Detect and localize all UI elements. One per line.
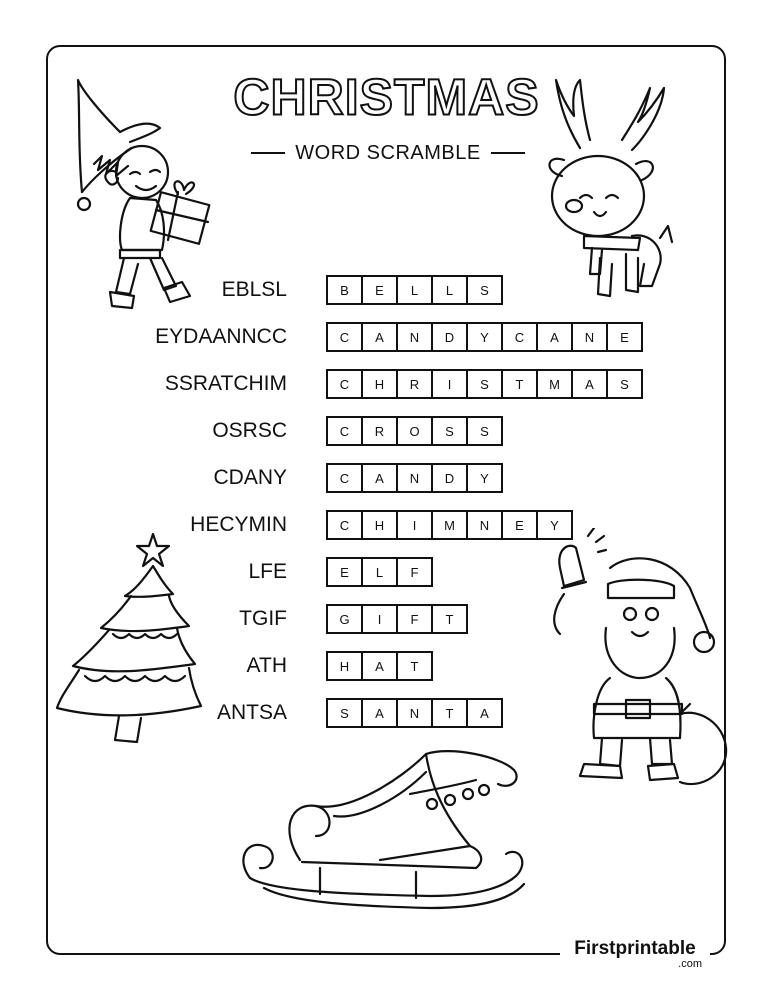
letter-cell: S	[433, 418, 468, 444]
scrambled-word: TGIF	[239, 607, 287, 630]
scrambled-word: ANTSA	[216, 701, 287, 724]
letter-cell: E	[620, 329, 629, 345]
subtitle-text: WORD SCRAMBLE	[295, 141, 481, 164]
letter-cell: T	[433, 700, 468, 726]
letter-cell: R	[363, 418, 398, 444]
scramble-row	[0, 463, 773, 493]
letter-cell: E	[503, 512, 538, 538]
scramble-row	[0, 369, 773, 399]
scrambled-word: CDANY	[213, 466, 287, 489]
letter-cell: T	[503, 371, 538, 397]
letter-cell: Y	[480, 470, 489, 486]
letter-cell: A	[363, 700, 398, 726]
letter-cell: A	[538, 324, 573, 350]
scrambled-word: EBLSL	[221, 278, 287, 301]
scrambled-word: SSRATCHIM	[164, 372, 287, 395]
letter-cell: S	[480, 282, 489, 298]
letter-cell: T	[445, 611, 454, 627]
letter-cell: E	[328, 559, 363, 585]
letter-cell: C	[328, 371, 363, 397]
letter-cell: R	[398, 371, 433, 397]
scramble-row	[0, 510, 773, 540]
scramble-row	[0, 698, 773, 728]
letter-cell: I	[398, 512, 433, 538]
scramble-row	[0, 557, 773, 587]
letter-cell: S	[328, 700, 363, 726]
letter-cell: L	[433, 277, 468, 303]
letter-cell: E	[363, 277, 398, 303]
letter-cell: F	[398, 606, 433, 632]
letter-cell: Y	[550, 517, 559, 533]
divider-line	[251, 152, 285, 154]
letter-cell: L	[363, 559, 398, 585]
letter-cell: M	[433, 512, 468, 538]
sleigh-icon	[230, 750, 535, 915]
letter-cell: G	[328, 606, 363, 632]
scrambled-word: EYDAANNCC	[155, 325, 287, 348]
letter-cell: C	[328, 512, 363, 538]
page-title: CHRISTMAS	[233, 68, 540, 126]
letter-cell: A	[480, 705, 489, 721]
brand-domain: .com	[678, 958, 702, 970]
scramble-row	[0, 604, 773, 634]
letter-cell: Y	[468, 324, 503, 350]
answer-boxes	[326, 275, 503, 305]
answer-boxes	[326, 510, 573, 540]
letter-cell: A	[363, 324, 398, 350]
scramble-row	[0, 651, 773, 681]
letter-cell: H	[328, 653, 363, 679]
letter-cell: A	[363, 465, 398, 491]
subtitle	[243, 140, 533, 166]
scrambled-word: ATH	[246, 654, 287, 677]
scrambled-word: LFE	[248, 560, 287, 583]
letter-cell: S	[468, 371, 503, 397]
letter-cell: H	[363, 512, 398, 538]
letter-cell: F	[410, 564, 419, 580]
answer-boxes	[326, 416, 503, 446]
brand-logo	[560, 938, 710, 978]
scramble-row	[0, 416, 773, 446]
letter-cell: H	[363, 371, 398, 397]
scrambled-word: OSRSC	[212, 419, 287, 442]
letter-cell: L	[398, 277, 433, 303]
answer-boxes	[326, 369, 643, 399]
scrambled-word: HECYMIN	[190, 513, 287, 536]
letter-cell: B	[328, 277, 363, 303]
letter-cell: C	[328, 465, 363, 491]
letter-cell: O	[398, 418, 433, 444]
letter-cell: D	[433, 465, 468, 491]
answer-boxes	[326, 463, 503, 493]
letter-cell: N	[468, 512, 503, 538]
letter-cell: A	[363, 653, 398, 679]
letter-cell: N	[398, 324, 433, 350]
letter-cell: S	[480, 423, 489, 439]
letter-cell: T	[410, 658, 419, 674]
letter-cell: M	[538, 371, 573, 397]
letter-cell: N	[398, 465, 433, 491]
letter-cell: A	[573, 371, 608, 397]
answer-boxes	[326, 698, 503, 728]
letter-cell: C	[328, 418, 363, 444]
scramble-row	[0, 275, 773, 305]
letter-cell: I	[433, 371, 468, 397]
letter-cell: N	[398, 700, 433, 726]
letter-cell: C	[503, 324, 538, 350]
answer-boxes	[326, 557, 433, 587]
letter-cell: N	[573, 324, 608, 350]
letter-cell: C	[328, 324, 363, 350]
brand-name: Firstprintable	[574, 938, 696, 959]
answer-boxes	[326, 651, 433, 681]
letter-cell: S	[620, 376, 629, 392]
scramble-row	[0, 322, 773, 352]
answer-boxes	[326, 604, 468, 634]
answer-boxes	[326, 322, 643, 352]
letter-cell: I	[363, 606, 398, 632]
divider-line	[491, 152, 525, 154]
letter-cell: D	[433, 324, 468, 350]
